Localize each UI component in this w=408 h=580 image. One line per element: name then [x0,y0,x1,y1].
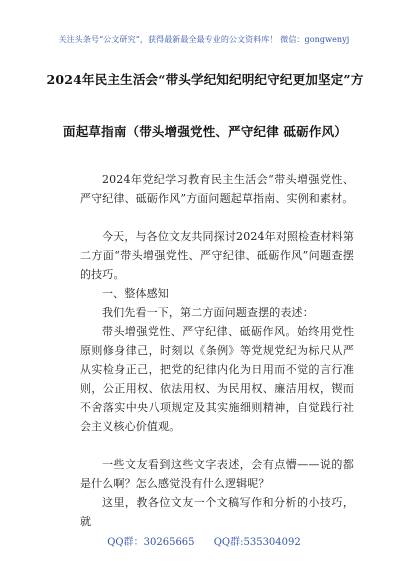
paragraph-intro: 2024年党纪学习教育民主生活会“带头增强党性、严守纪律、砥砺作风”方面问题起草指南、实例和素材。 [80,173,354,205]
paragraph-today: 今天，与各位文友共同探讨2024年对照检查材料第二方面“带头增强党性、严守纪律、砥砺作风”问题查摆的技巧。 [80,230,354,281]
document-title-line-2: 面起草指南（带头增强党性、严守纪律 砥砺作风） [63,124,347,139]
document-title-line-1: 2024年民主生活会“带头学纪知纪明纪守纪更加坚定”方 [46,72,364,87]
paragraph-tip: 这里，教各位文友一个文稿写作和分析的小技巧，就 [80,496,354,528]
header-notice: 关注头条号“公文研究”，获得最新最全最专业的公文资料库！ 微信：gongwenyj [58,35,350,44]
paragraph-confusion: 一些文友看到这些文字表述，会有点懵——说的都是什么啊？怎么感觉没有什么逻辑呢？ [80,458,354,490]
paragraph-first-look: 我们先看一下，第二方面问题查摆的表述： [102,306,314,319]
footer-qq-groups [0,533,408,548]
paragraph-quoted-expression: 带头增强党性、严守纪律、砥砺作风。始终用党性原则修身律己，时刻以《条例》等党规党纪为标尺从严从实检身正己，把党的纪律内化为日用而不觉的言行准则，公正用权、依法用权、为民用权、廉洁用权，锲而不舍落实中央八项规定及其实施细则精神，自觉践行社会主义核心价值观。 [80,325,354,433]
footer-qq-group-1: QQ群：30265665 [107,537,195,548]
section-heading-overall: 一、整体感知 [102,287,169,300]
footer-qq-group-2: QQ群:535304092 [213,537,301,548]
